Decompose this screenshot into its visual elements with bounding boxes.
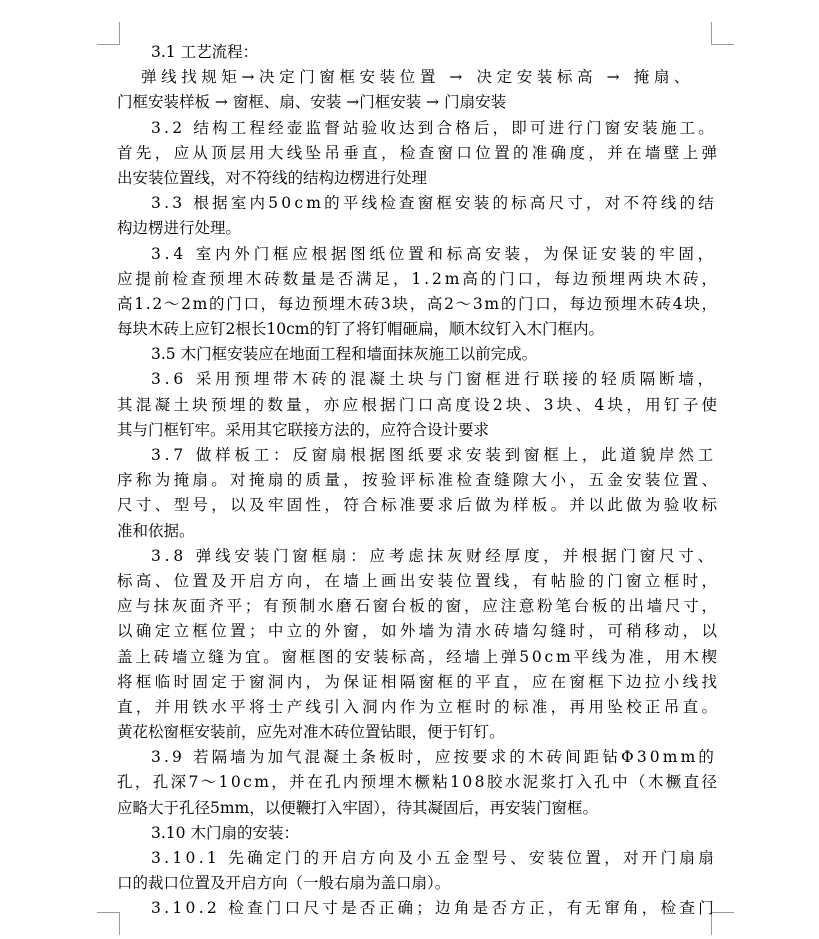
text-line: 应与抹灰面齐平；有预制水磨石窗台板的窗，应注意粉笔台板的出墙尺寸，: [117, 597, 720, 616]
document-body: [117, 40, 721, 922]
text-line: 3.9 若隔墙为加气混凝土条板时，应按要求的木砖间距钻Φ30mm的: [151, 748, 717, 767]
text-line: 序称为掩扇。对掩扇的质量，按验评标准检查缝隙大小，五金安装位置、: [117, 471, 721, 490]
text-line: 3.10.1 先确定门的开启方向及小五金型号、安装位置，对开门扇扇: [151, 849, 717, 867]
text-line: 3.6 采用预埋带木砖的混凝土块与门窗框进行联接的轻质隔断墙，: [151, 370, 717, 389]
text-line: 构边楞进行处理。: [117, 219, 242, 238]
text-line: 直，并用铁水平将士产线引入洞内作为立框时的标准，再用坠校正吊直。: [117, 697, 721, 716]
text-line: 其混凝土块预埋的数量，亦应根据门口高度设2块、3块、4块，用钉子使: [117, 395, 721, 414]
text-line: 尺寸、型号，以及牢固性，符合标准要求后做为样板。并以此做为验收标: [117, 496, 721, 515]
text-line: 盖上砖墙立缝为宜。窗框图的安装标高，经墙上弹50cm平线为准，用木楔: [117, 647, 720, 666]
text-line: 标高、位置及开启方向，在墙上画出安装位置线，有帖脸的门窗立框时，: [117, 571, 721, 590]
text-line: 高1.2～2m的门口，每边预埋木砖3块，高2～3m的门口，每边预埋木砖4块，: [117, 294, 719, 313]
text-line: 其与门框钉牢。采用其它联接方法的，应符合设计要求: [117, 420, 490, 439]
text-line: 准和依据。: [117, 521, 195, 540]
text-line: 3.10.2 检查门口尺寸是否正确；边角是否方正，有无窜角，检查门: [151, 899, 717, 918]
text-line: 3.1 工艺流程：: [151, 43, 259, 61]
text-line: 应略大于孔径5mm，以便鞭打入牢固），待其凝固后，再安装门窗框。: [117, 798, 599, 817]
text-line: 首先，应从顶层用大线坠吊垂直，检查窗口位置的准确度，并在墙壁上弹: [117, 143, 721, 162]
text-line: 3.3 根据室内50cm的平线检查窗框安装的标高尺寸，对不符线的结: [151, 194, 717, 213]
text-line: 3.5 木门框安装应在地面工程和墙面抹灰施工以前完成。: [151, 345, 538, 364]
text-line: 孔，孔深7～10cm，并在孔内预埋木橛粘108胶水泥浆打入孔中（木橛直径: [117, 773, 720, 792]
text-line: 3.2 结构工程经壶监督站验收达到合格后，即可进行门窗安装施工。: [151, 118, 717, 137]
text-line: 将框临时固定于窗洞内，为保证相隔窗框的平直，应在窗框下边拉小线找: [117, 672, 721, 691]
text-line: 出安装位置线，对不符线的结构边楞进行处理: [117, 168, 428, 187]
text-line: 3.4 室内外门框应根据图纸位置和标高安装，为保证安装的牢固，: [151, 244, 717, 263]
text-line: 应提前检查预埋木砖数量是否满足，1.2m高的门口，每边预埋两块木砖，: [117, 269, 720, 288]
text-line: 3.10 木门扇的安装：: [151, 823, 299, 842]
text-line: 弹线找规矩→决定门窗框安装位置 → 决定安装标高 → 掩扇、: [141, 68, 695, 87]
text-line: 3.7 做样板工：反窗扇根据图纸要求安装到窗框上，此道貌岸然工: [151, 446, 717, 464]
text-line: 口的裁口位置及开启方向（一般右扇为盖口扇）。: [117, 874, 451, 893]
text-line: 黄花松窗框安装前，应先对准木砖位置钻眼，便于钉钉。: [117, 723, 505, 742]
text-line: 门框安装样板 → 窗框、扇、安装 →门框安装 → 门扇安装: [117, 93, 507, 112]
text-line: 每块木砖上应钉2根长10cm的钉了将钉帽砸扁，顺木纹钉入木门框内。: [117, 320, 604, 339]
text-line: 3.8 弹线安装门窗框扇：应考虑抹灰财经厚度，并根据门窗尺寸、: [151, 546, 717, 565]
text-line: 以确定立框位置；中立的外窗，如外墙为清水砖墙勾缝时，可稍移动，以: [117, 622, 721, 641]
